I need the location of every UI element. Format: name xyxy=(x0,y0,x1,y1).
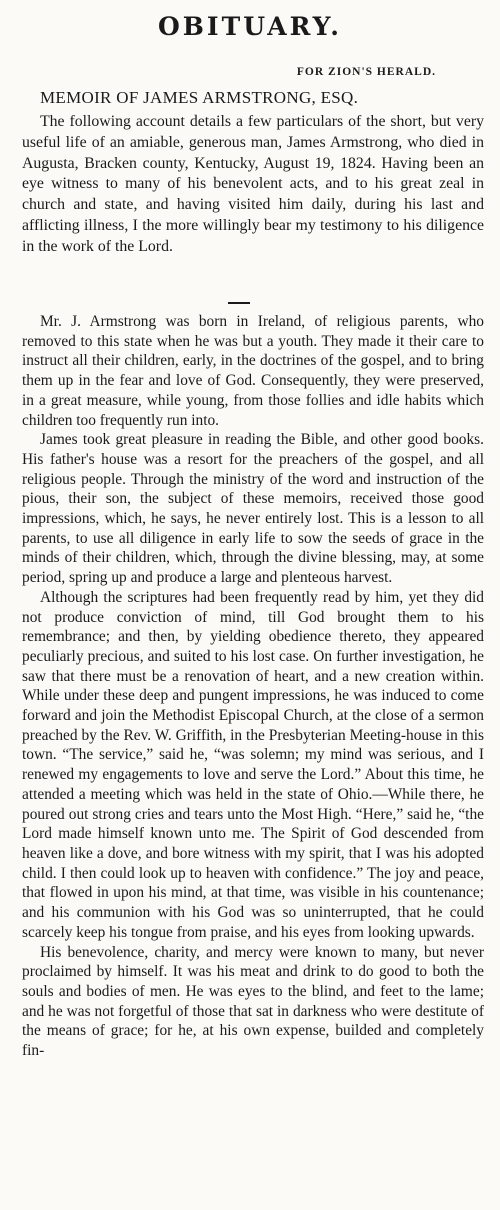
body-paragraph: His benevolence, charity, and mercy were known to many, but never proclaimed by himself. It was his meat and drink to do good to both the souls and bodies of men. He was eyes to the blind, and feet to the lame; and he was not forgetful of those that sat in darkness who were destitute of the means of grace; for he, at his own expense, builded and completely fin- xyxy=(22,943,484,1060)
intro-section xyxy=(22,112,484,258)
section-divider xyxy=(228,302,250,304)
body-paragraph: Although the scriptures had been frequently read by him, yet they did not produce conviction of mind, till God brought them to his remembrance; and then, by yielding obedience thereto, they appeared peculiarly precious, and suited to his lost case. On further investigation, he saw that there must be a renovation of heart, and a new creation within. While under these deep and pungent impressions, he was induced to come forward and join the Methodist Episcopal Church, at the close of a sermon preached by the Rev. W. Griffith, in the Presbyterian Meeting-house in this town. “The service,” said he, “was solemn; my mind was serious, and I renewed my engagements to love and serve the Lord.” About this time, he attended a meeting which was held in the state of Ohio.—While there, he poured out strong cries and tears unto the Most High. “Here,” said he, “the Lord made himself known unto me. The Spirit of God descended from heaven like a dove, and bore witness with my spirit, that I was his adopted child. I then could look up to heaven with confidence.” The joy and peace, that flowed in upon his mind, at that time, was visible in his countenance; and his communion with his God was so uninterrupted, that he could scarcely keep his tongue from praise, and his eyes from looking upwards. xyxy=(22,588,484,941)
body-paragraph: James took great pleasure in reading the Bible, and other good books. His father's house was a resort for the preachers of the gospel, and all religious people. Through the ministry of the word and instruction of the pious, their son, the subject of these memoirs, received those good impressions, which, he says, he never entirely lost. This is a lesson to all parents, to use all diligence in early life to sow the seeds of grace in the minds of their children, which, through the divine blessing, may, at some period, spring up and produce a large and plenteous harvest. xyxy=(22,431,484,587)
intro-paragraph: The following account details a few particulars of the short, but very useful life of an amiable, generous man, James Armstrong, who died in Augusta, Bracken county, Kentucky, August 19, 1824. Having been an eye witness to many of his benevolent acts, and to his great zeal in church and state, and having visited him daily, during his last and afflicting illness, I the more willingly bear my testimony to his diligence in the work of the Lord. xyxy=(22,113,484,255)
body-paragraph: Mr. J. Armstrong was born in Ireland, of religious parents, who removed to this state when he was but a youth. They made it their care to instruct all their children, early, in the doctrines of the gospel, and to bring them up in the fear and love of God. Consequently, they were preserved, in a great measure, while young, from those follies and idle habits which children too frequently run into. xyxy=(22,313,484,429)
obituary-heading: OBITUARY. xyxy=(158,12,342,41)
article-body xyxy=(22,312,484,1061)
byline: FOR ZION'S HERALD. xyxy=(296,66,436,78)
memoir-title: MEMOIR OF JAMES ARMSTRONG, ESQ. xyxy=(40,88,359,107)
